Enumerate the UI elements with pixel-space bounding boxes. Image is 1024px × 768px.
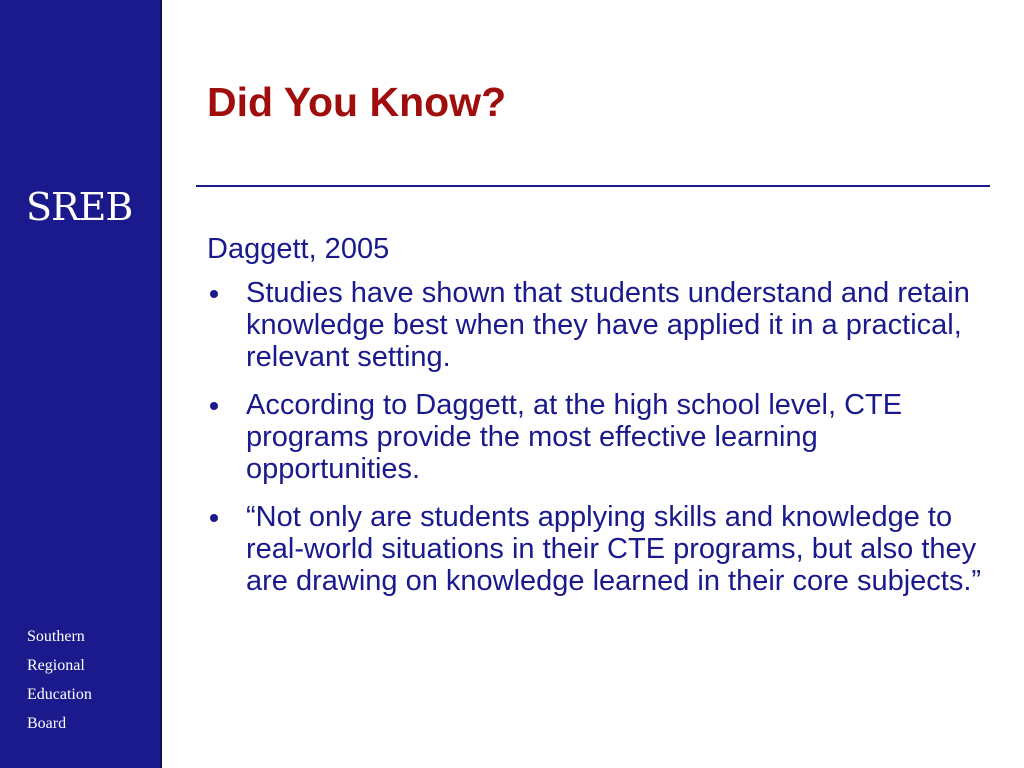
bullet-dot-icon <box>210 514 218 522</box>
org-name-line: Regional <box>27 657 85 674</box>
bullet-text: “Not only are students applying skills and knowledge to real-world situations in their CTE programs, but also they are drawing on knowledge learned in their core subjects.” <box>246 501 982 597</box>
org-name-line: Board <box>27 715 67 732</box>
bullet-item <box>207 501 987 597</box>
citation: Daggett, 2005 <box>207 233 390 265</box>
bullet-dot-icon <box>210 402 218 410</box>
slide-title: Did You Know? <box>207 79 507 125</box>
bullet-text: Studies have shown that students understand and retain knowledge best when they have applied it in a practical, relevant setting. <box>246 277 970 373</box>
title-divider <box>196 185 990 187</box>
bullet-dot-icon <box>210 290 218 298</box>
organization-name <box>27 622 92 738</box>
slide-content <box>207 233 987 613</box>
bullet-list <box>207 277 987 597</box>
bullet-text: According to Daggett, at the high school level, CTE programs provide the most effective learning opportunities. <box>246 389 903 485</box>
org-name-line: Education <box>27 686 92 703</box>
bullet-item <box>207 277 987 373</box>
org-name-line: Southern <box>27 628 85 645</box>
sreb-logo: SREB <box>26 185 133 229</box>
bullet-item <box>207 389 987 485</box>
sidebar <box>0 0 162 768</box>
